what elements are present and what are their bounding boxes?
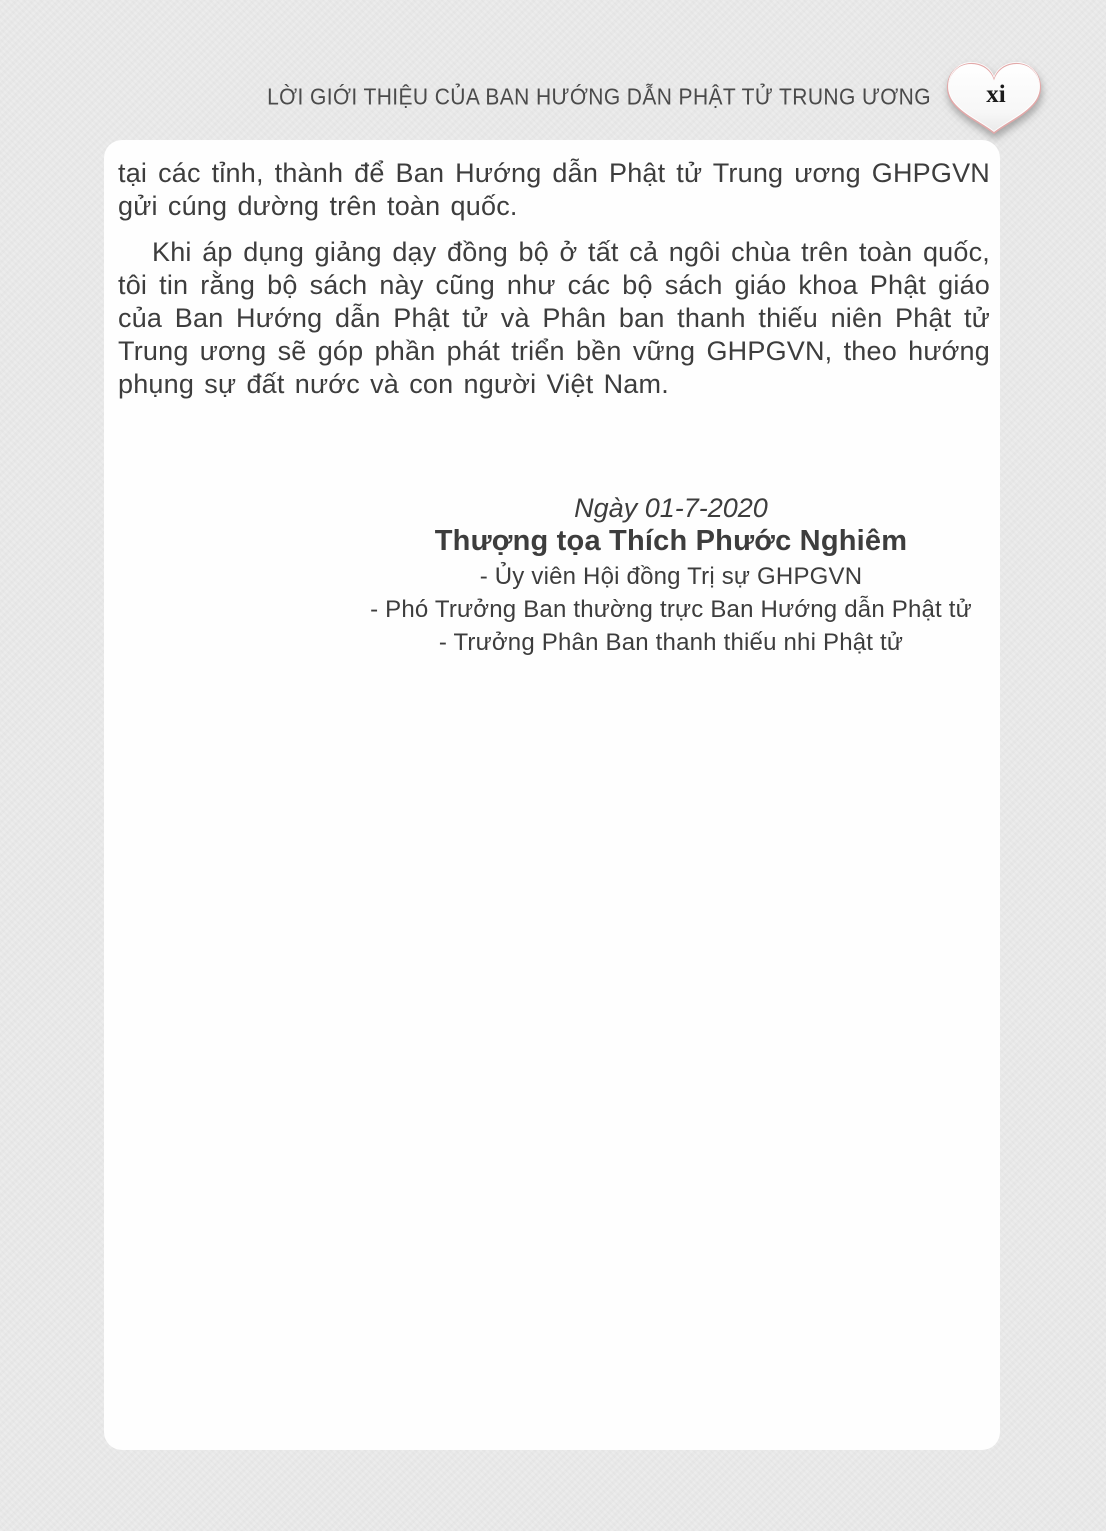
content-card bbox=[104, 140, 1000, 1450]
signature-date: Ngày 01-7-2020 bbox=[574, 493, 768, 523]
signature-name: Thượng tọa Thích Phước Nghiêm bbox=[434, 525, 908, 557]
page-header bbox=[267, 60, 1044, 136]
body-text bbox=[118, 157, 990, 401]
header-title: LỜI GIỚI THIỆU CỦA BAN HƯỚNG DẪN PHẬT TỬ TRUNG ƯƠNG bbox=[267, 85, 931, 110]
signature-role: - Trưởng Phân Ban thanh thiếu nhi Phật tử bbox=[438, 629, 904, 656]
signature-roles bbox=[346, 560, 996, 659]
heart-page-number-icon bbox=[944, 60, 1044, 136]
paragraph-main: Khi áp dụng giảng dạy đồng bộ ở tất cả ngôi chùa trên toàn quốc, tôi tin rằng bộ sách này cũng như các bộ sách giáo khoa Phật giáo của Ban Hướng dẫn Phật tử và Phân ban thanh thiếu niên Phật tử Trung ương sẽ góp phần phát triển bền vững GHPGVN, theo hướng phụng sự đất nước và con người Việt Nam. bbox=[118, 237, 990, 399]
page-number: xi bbox=[986, 81, 1006, 108]
paragraph-continuation: tại các tỉnh, thành để Ban Hướng dẫn Phật tử Trung ương GHPGVN gửi cúng dường trên toàn quốc. bbox=[118, 158, 990, 221]
signature-role: - Phó Trưởng Ban thường trực Ban Hướng dẫn Phật tử bbox=[370, 596, 972, 623]
signature-role: - Ủy viên Hội đồng Trị sự GHPGVN bbox=[479, 563, 863, 590]
signature-block bbox=[346, 492, 996, 659]
